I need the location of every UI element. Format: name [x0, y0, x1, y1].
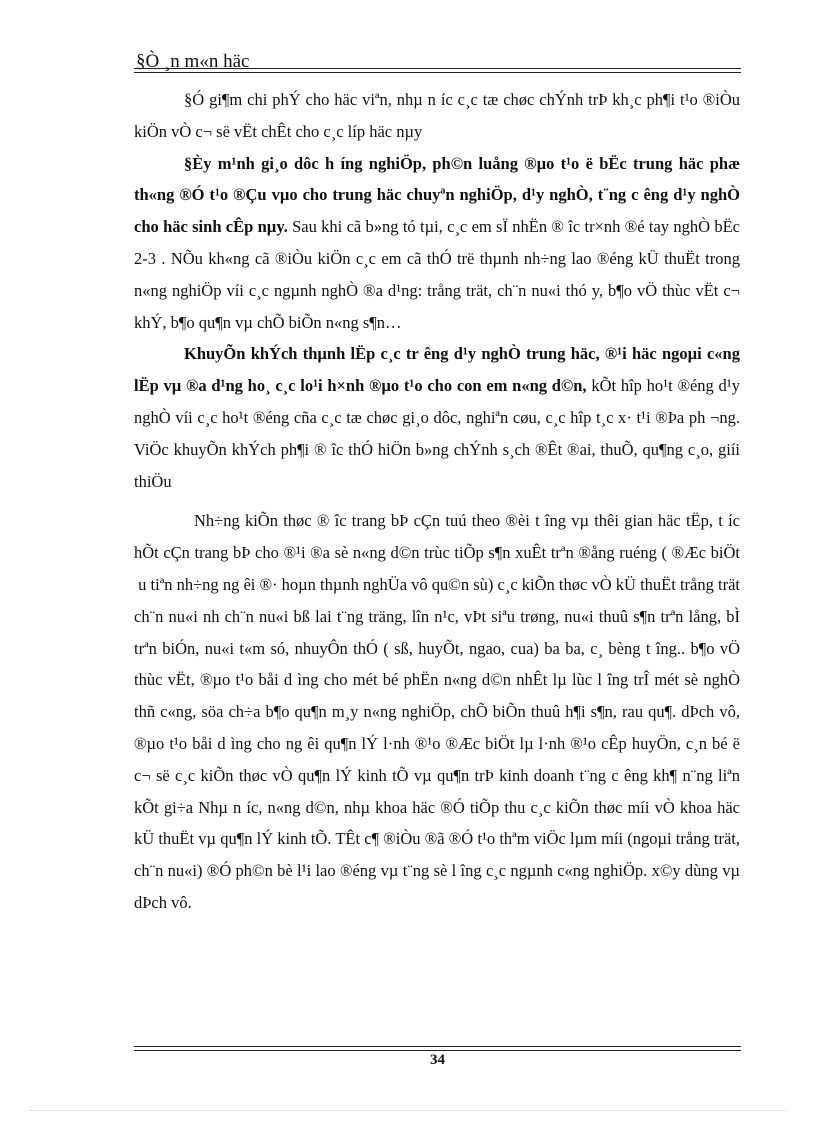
page-edge-dotted-line — [30, 1110, 786, 1111]
header-rule — [134, 68, 741, 69]
paragraph-text: §Ó gi¶m chi phÝ cho häc viªn, nhµ n íc c¸c tæ chøc chÝnh trÞ kh¸c ph¶i t¹o ®iÒu kiÖn vÒ c¬ së vËt chÊt cho c¸c líp häc nµy — [134, 90, 740, 141]
paragraph-text: Sau khi cã b»ng tó tµi, c¸c em sÏ nhËn ® îc tr×nh ®é tay nghÒ bËc 2-3 . NÕu kh«ng cã ®iÒu kiÖn c¸c em cã thÓ trë thµnh nh÷ng lao ®éng kÜ thuËt trong n«ng nghiÖp víi c¸c ngµnh nghÒ ®a d¹ng: trång trät, ch¨n nu«i thó y, b¶o vÖ thùc vËt c¬ khÝ, b¶o qu¶n vµ chÕ biÕn n«ng s¶n… — [134, 217, 740, 332]
paragraph — [134, 148, 740, 339]
paragraph-bold-text: §Èy m¹nh gi¸o dôc h íng nghiÖp, ph©n luång ®µo t¹o ë bËc trung häc phæ th«ng ®Ó t¹o ®Çu vµo cho trung häc chuyªn nghiÖp, d¹y nghÒ, t¨ng c êng d¹y nghÒ cho häc sinh cÊp nµy. — [134, 153, 740, 237]
footer-rule — [134, 1046, 741, 1047]
page-header — [134, 50, 740, 74]
paragraph — [134, 84, 740, 148]
paragraph-text: kÕt hîp ho¹t ®éng d¹y nghÒ víi c¸c ho¹t ®éng cña c¸c tæ chøc gi¸o dôc, nghiªn cøu, c¸c hîp t¸c x· t¹i ®Þa ph ¬ng. ViÖc khuyÕn khÝch ph¶i ® îc thÓ hiÖn b»ng chÝnh s¸ch ®Êt ®ai, thuÕ, qu¶ng c¸o, giíi thiÖu — [134, 376, 741, 491]
header-rule-double — [134, 72, 741, 73]
footer-rule-double — [134, 1050, 741, 1051]
document-body — [134, 84, 740, 919]
paragraph-text: Nh÷ng kiÕn thøc ® îc trang bÞ cÇn tuú theo ®èi t îng vµ thêi gian häc tËp, t íc hÕt cÇn trang bÞ cho ®¹i ®a sè n«ng d©n trùc tiÕp s¶n xuÊt trªn ®ång ruéng ( ®Æc biÖt u tiªn nh÷ng ng êi ®· hoµn thµnh nghÜa vô qu©n sù) c¸c kiÕn thøc vÒ kÜ thuËt trång trät ch¨n nu«i nh ch¨n nu«i bß lai t¨ng träng, lîn n¹c, vÞt siªu trøng, nu«i thuû s¶n trªn lång, bÌ trªn biÓn, nu«i t«m só, nhuyÔn thÓ ( sß, huyÕt, ngao, cua) ba ba, c¸ bèng t îng.. b¶o vÖ thùc vËt, ®µo t¹o båi d ìng cho mét bé phËn n«ng d©n nhÊt lµ lùc l îng trÎ mét sè nghÒ thñ c«ng, söa ch÷a b¶o qu¶n m¸y n«ng nghiÖp, chÕ biÕn thuû h¶i s¶n, rau qu¶. dÞch vô, ®µo t¹o båi d ìng cho ng êi qu¶n lÝ l·nh ®¹o ®Æc biÖt lµ l·nh ®¹o cÊp huyÖn, c¸n bé ë c¬ së c¸c kiÕn thøc vÒ qu¶n lÝ kinh tÕ vµ qu¶n trÞ kinh doanh t¨ng c êng kh¶ n¨ng liªn kÕt gi÷a Nhµ n íc, n«ng d©n, nhµ khoa häc ®Ó tiÕp thu c¸c kiÕn thøc míi vÒ khoa häc kÜ thuËt vµ qu¶n lÝ kinh tÕ. TÊt c¶ ®iÒu ®ã ®Ó t¹o thªm viÖc lµm míi (ngoµi trång trät, ch¨n nu«i) ®Ó ph©n bè l¹i lao ®éng vµ t¨ng sè l îng c¸c ngµnh c«ng nghiÖp. x©y dùng vµ dÞch vô. — [134, 511, 740, 912]
paragraph-bold-text: KhuyÕn khÝch thµnh lËp c¸c tr êng d¹y nghÒ trung häc, ®¹i häc ngoµi c«ng lËp vµ ®a d¹ng ho¸ c¸c lo¹i h×nh ®µo t¹o cho con em n«ng d©n, — [134, 344, 740, 396]
paragraph — [134, 505, 740, 918]
paragraph — [134, 338, 740, 497]
page-number: 34 — [430, 1052, 445, 1068]
header-title: §Ò ¸n m«n häc — [136, 51, 250, 72]
